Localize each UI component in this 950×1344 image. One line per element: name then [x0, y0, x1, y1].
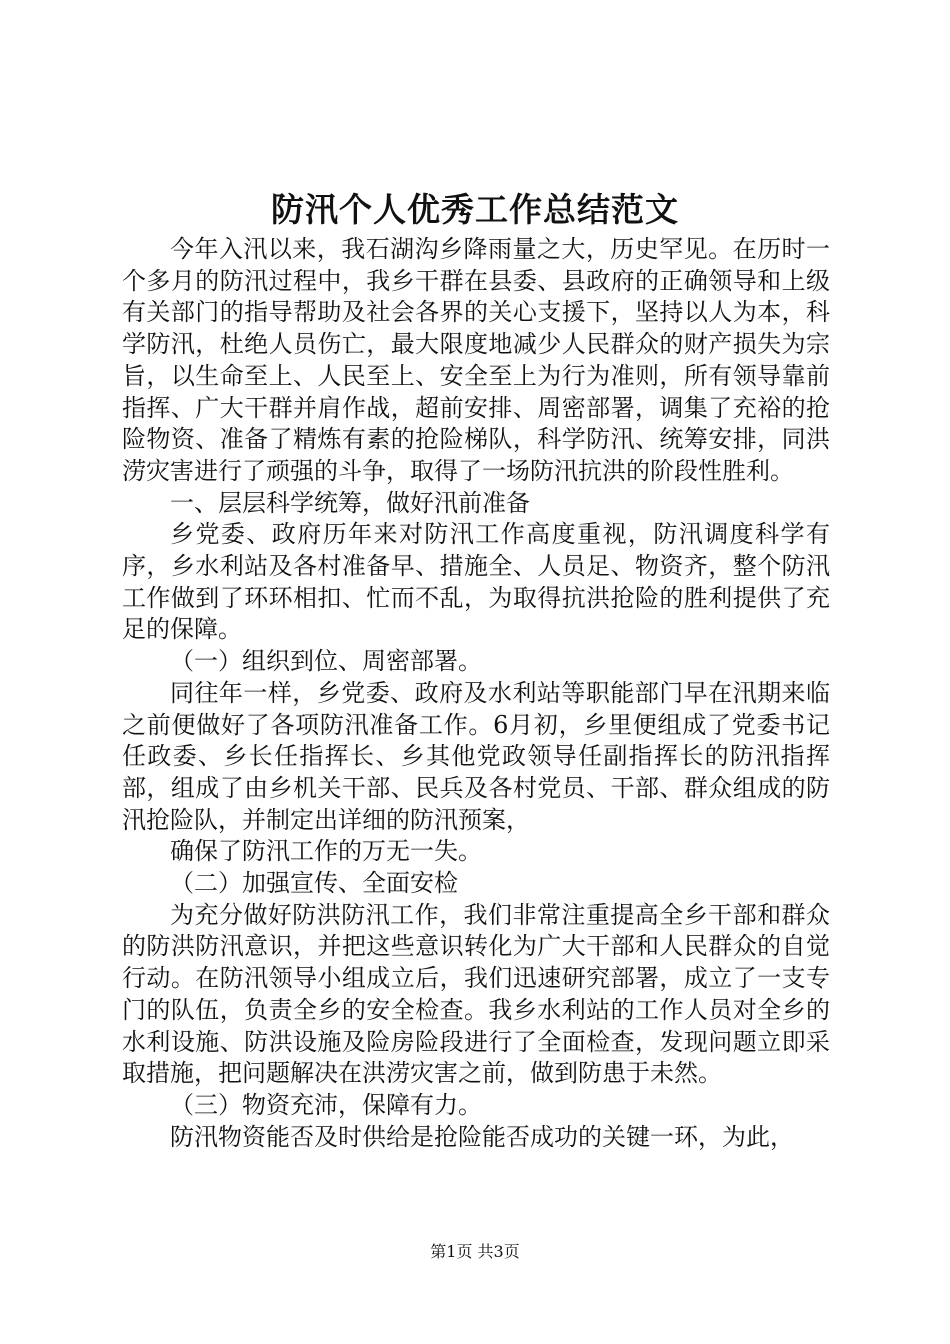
- paragraph-subsection-1-end: 确保了防汛工作的万无一失。: [170, 837, 482, 866]
- section-heading-1: 一、层层科学统筹，做好汛前准备: [170, 488, 530, 517]
- paragraph-subsection-2: 为充分做好防洪防汛工作，我们非常注重提高全乡干部和群众的防洪防汛意识，并把这些意识转化为广大干部和人民群众的自觉行动。在防汛领导小组成立后，我们迅速研究部署，成立了一支专门的队伍，负责全乡的安全检查。我乡水利站的工作人员对全乡的水利设施、防洪设施及险房险段进行了全面检查，发现问题立即采取措施，把问题解决在洪涝灾害之前，做到防患于未然。: [122, 900, 830, 1088]
- document-title: 防汛个人优秀工作总结范文: [271, 190, 679, 229]
- page-footer: 第1页 共3页: [430, 1242, 520, 1261]
- paragraph-section-1: 乡党委、政府历年来对防汛工作高度重视，防汛调度科学有序，乡水利站及各村准备早、措施全、人员足、物资齐，整个防汛工作做到了环环相扣、忙而不乱，为取得抗洪抢险的胜利提供了充足的保障。: [122, 520, 830, 644]
- paragraph-subsection-1: 同往年一样，乡党委、政府及水利站等职能部门早在汛期来临之前便做好了各项防汛准备工作。6月初，乡里便组成了党委书记任政委、乡长任指挥长、乡其他党政领导任副指挥长的防汛指挥部，组成了由乡机关干部、民兵及各村党员、干部、群众组成的防汛抢险队，并制定出详细的防汛预案，: [122, 678, 830, 834]
- paragraph-intro: 今年入汛以来，我石湖沟乡降雨量之大，历史罕见。在历时一个多月的防汛过程中，我乡干群在县委、县政府的正确领导和上级有关部门的指导帮助及社会各界的关心支援下，坚持以人为本，科学防汛，杜绝人员伤亡，最大限度地减少人民群众的财产损失为宗旨，以生命至上、人民至上、安全至上为行为准则，所有领导靠前指挥、广大干群并肩作战，超前安排、周密部署，调集了充裕的抢险物资、准备了精炼有素的抢险梯队，科学防汛、统筹安排，同洪涝灾害进行了顽强的斗争，取得了一场防汛抗洪的阶段性胜利。: [122, 235, 830, 485]
- document-body: [122, 234, 830, 1153]
- paragraph-subsection-3: 防汛物资能否及时供给是抢险能否成功的关键一环，为此，: [170, 1122, 794, 1151]
- subsection-heading-3: （三）物资充沛，保障有力。: [170, 1090, 482, 1119]
- subsection-heading-1: （一）组织到位、周密部署。: [170, 647, 482, 676]
- subsection-heading-2: （二）加强宣传、全面安检: [170, 869, 458, 898]
